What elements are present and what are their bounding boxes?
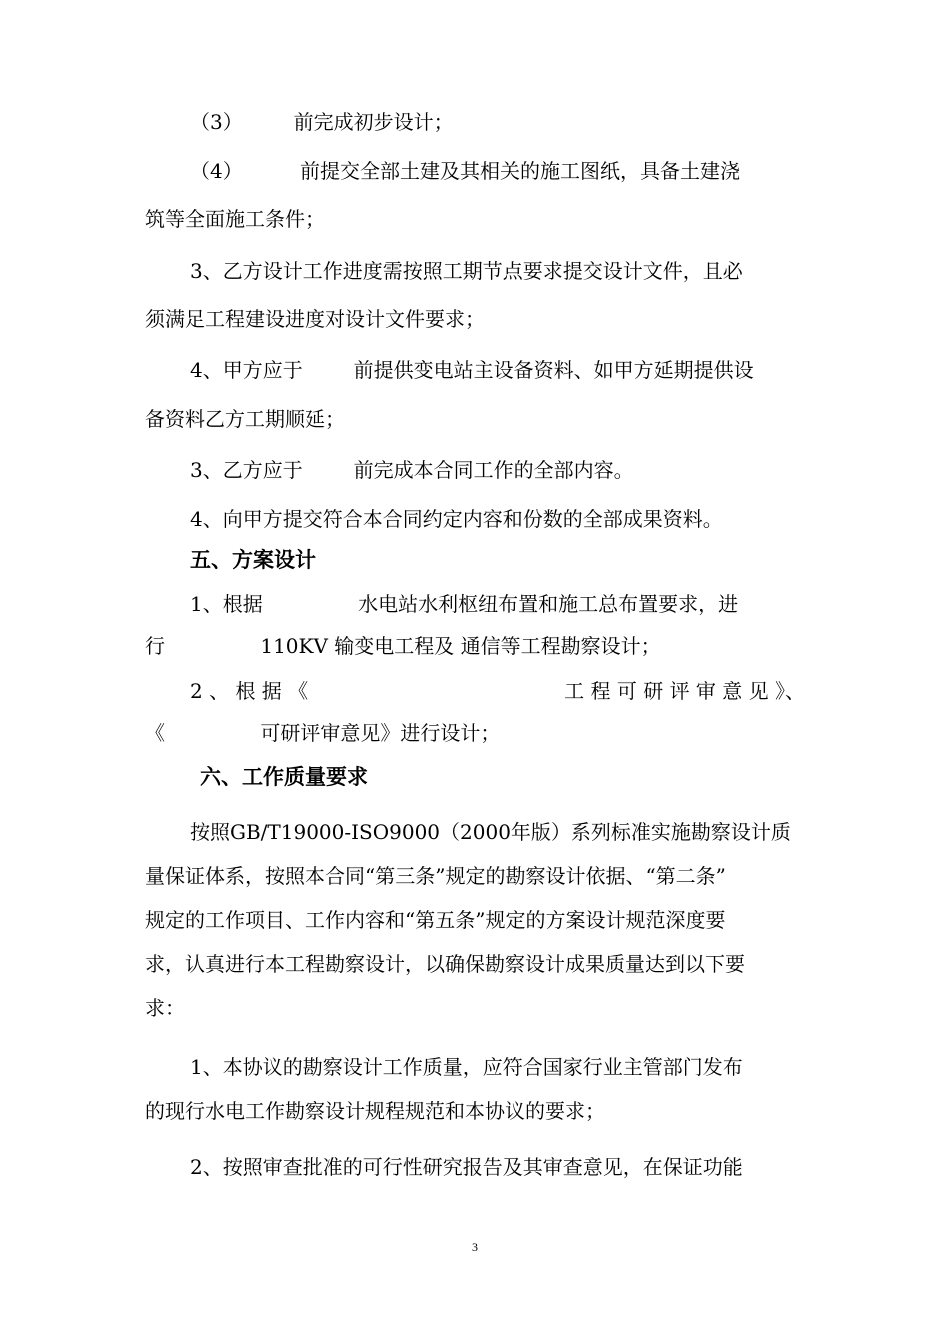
text-segment: 2 、 根 据 《 [190,679,309,703]
text-line: 筑等全面施工条件； [145,207,325,231]
text-line: 的现行水电工作勘察设计规程规范和本协议的要求； [145,1099,605,1123]
text-line: 量保证体系，按照本合同“第三条”规定的勘察设计依据、“第二条” [145,864,726,888]
section-heading: 六、工作质量要求 [200,764,368,789]
text-line: 行 110KV 输变电工程及 通信等工程勘察设计； [145,634,661,658]
text-line: 按照GB/T19000-ISO9000（2000年版）系列标准实施勘察设计质 [190,820,791,844]
text-line: 4、向甲方提交符合本合同约定内容和份数的全部成果资料。 [190,507,723,531]
text-line: 4、甲方应于 前提供变电站主设备资料、如甲方延期提供设 [190,358,754,382]
text-line: 3、乙方设计工作进度需按照工期节点要求提交设计文件，且必 [190,259,743,283]
section-heading: 五、方案设计 [190,547,316,572]
text-line: 1、本协议的勘察设计工作质量，应符合国家行业主管部门发布 [190,1055,743,1079]
text-line: 求： [145,996,185,1020]
text-line: 3、乙方应于 前完成本合同工作的全部内容。 [190,458,634,482]
text-line: 求，认真进行本工程勘察设计，以确保勘察设计成果质量达到以下要 [145,952,745,976]
text-line-justified [190,677,805,705]
text-line: 1、根据 水电站水利枢纽布置和施工总布置要求，进 [190,592,739,616]
text-line: 须满足工程建设进度对设计文件要求； [145,307,485,331]
text-line: 《 可研评审意见》进行设计； [145,721,501,745]
text-line: 备资料乙方工期顺延； [145,407,345,431]
text-segment: 工 程 可 研 评 审 意 见 》、 [564,679,805,703]
text-line: 规定的工作项目、工作内容和“第五条”规定的方案设计规范深度要 [145,908,726,932]
text-line: （4） 前提交全部土建及其相关的施工图纸，具备土建浇 [190,159,740,183]
text-line: （3） 前完成初步设计； [190,110,454,134]
text-line: 2、按照审查批准的可行性研究报告及其审查意见，在保证功能 [190,1155,743,1179]
page-number: 3 [472,1240,478,1254]
